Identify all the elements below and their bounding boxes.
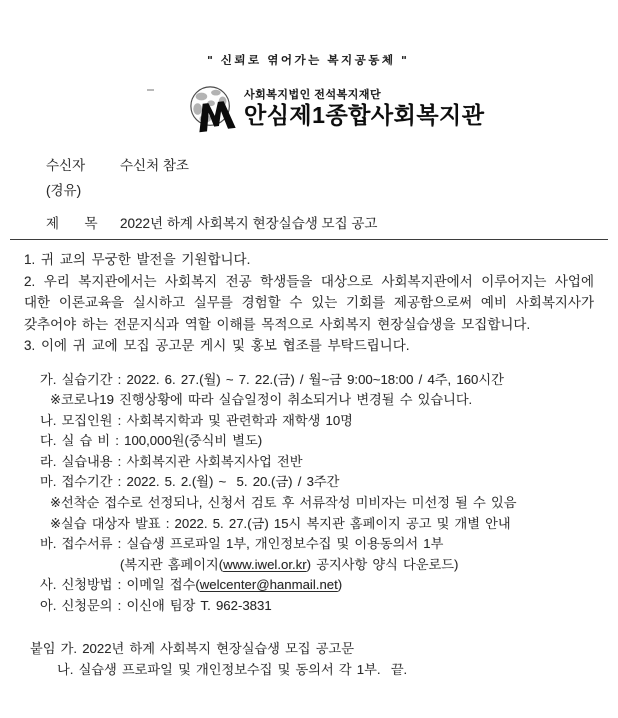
details-list	[0, 370, 618, 617]
detail-apply-period: 마. 접수기간 : 2022. 5. 2.(월) ~ 5. 20.(금) / 3주간	[40, 474, 340, 490]
logo-text	[244, 89, 484, 128]
slogan-text: " 신뢰로 엮어가는 복지공동체 "	[206, 55, 410, 67]
subject-row	[46, 212, 618, 232]
website-url: www.iwel.or.kr	[223, 556, 307, 572]
detail-contact: 아. 신청문의 : 이신애 팀장 T. 962-3831	[40, 598, 272, 614]
download-note-post: ) 공지사항 양식 다운로드)	[306, 556, 459, 572]
detail-recruit-count: 나. 모집인원 : 사회복지학과 및 관련학과 재학생 10명	[40, 412, 353, 428]
recipient-label: 수신자	[46, 158, 86, 173]
header-divider	[10, 239, 608, 240]
detail-content: 라. 실습내용 : 사회복지관 사회복지사업 전반	[40, 453, 303, 469]
detail-covid-note: ※코로나19 진행상황에 따라 실습일정이 취소되거나 변경될 수 있습니다.	[50, 392, 473, 408]
detail-fee: 다. 실 습 비 : 100,000원(중식비 별도)	[40, 433, 263, 449]
detail-announce-note: ※실습 대상자 발표 : 2022. 5. 27.(금) 15시 복지관 홈페이지 공고 및 개별 안내	[50, 515, 511, 531]
download-note-pre: (복지관 홈페이지(	[120, 556, 224, 572]
detail-practice-period: 가. 실습기간 : 2022. 6. 27.(월) ~ 7. 22.(금) / 월~금 9:00~18:00 / 4주, 160시간	[40, 371, 504, 387]
via-label: (경유)	[46, 183, 82, 198]
attachment-line-1: 붙임 가. 2022년 하계 사회복지 현장실습생 모집 공고문	[30, 640, 354, 656]
paragraph-purpose: 2. 우리 복지관에서는 사회복지 전공 학생들을 대상으로 사회복지관에서 이루어지는 사업에 대한 이론교육을 실시하고 실무를 경험할 수 있는 기회를 제공함으로써 예비 사회복지사가 갖추어야 하는 전문지식과 역할 이해를 목적으로 사회복지 현장실습생을 모집합니다.	[24, 273, 594, 332]
apply-method-pre: 사. 신청방법 : 이메일 접수(	[40, 577, 200, 593]
subject-value: 2022년 하계 사회복지 현장실습생 모집 공고	[120, 216, 378, 231]
attachments-block	[0, 638, 618, 680]
paragraph-request: 3. 이에 귀 교에 모집 공고문 게시 및 홍보 협조를 부탁드립니다.	[24, 338, 410, 353]
subject-label: 제 목	[46, 216, 104, 231]
detail-download-note	[0, 555, 618, 576]
center-name: 안심제1종합사회복지관	[244, 102, 485, 129]
paragraph-greeting: 1. 귀 교의 무궁한 발전을 기원합니다.	[24, 252, 251, 267]
email-address: welcenter@hanmail.net	[199, 577, 338, 593]
organization-logo	[188, 84, 618, 134]
body-text	[24, 249, 594, 357]
recipient-value: 수신처 참조	[120, 158, 189, 173]
attachment-line-2: 나. 실습생 프로파일 및 개인정보수집 및 동의서 각 1부. 끝.	[57, 661, 408, 677]
apply-method-post: )	[337, 577, 343, 593]
detail-documents: 바. 접수서류 : 실습생 프로파일 1부, 개인정보수집 및 이용동의서 1부	[40, 536, 444, 552]
foundation-name: 사회복지법인 전석복지재단	[244, 89, 382, 102]
recipient-block	[46, 154, 618, 199]
detail-apply-method	[0, 575, 618, 596]
scan-artifact	[147, 89, 154, 91]
detail-first-come-note: ※선착순 접수로 선정되나, 신청서 검토 후 서류작성 미비자는 미선정 될 수 있음	[50, 495, 517, 511]
globe-people-logo-icon	[188, 84, 238, 134]
